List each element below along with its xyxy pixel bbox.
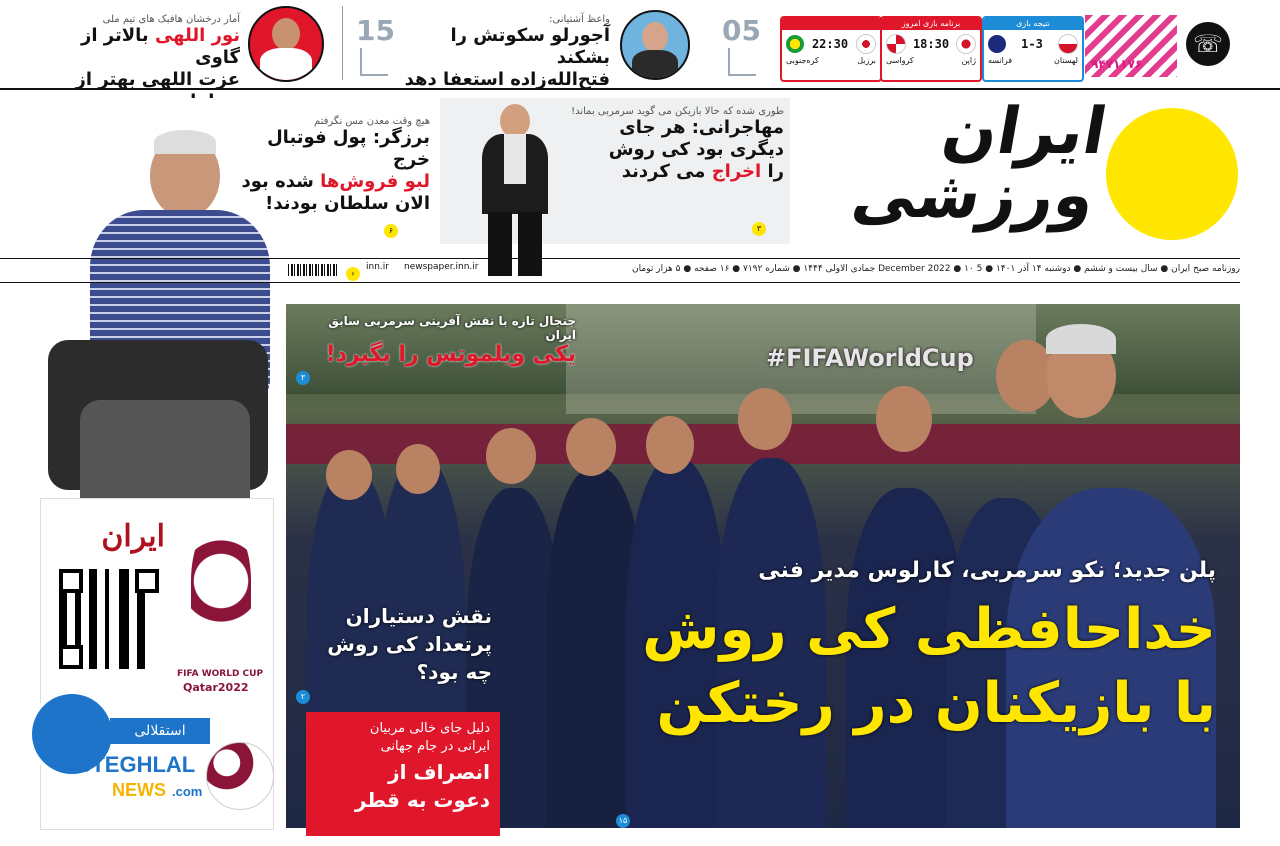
website-2[interactable]: inn.ir <box>366 262 389 272</box>
article-highlight: اخراج <box>711 161 762 182</box>
match-box-3 <box>780 16 882 82</box>
box-title: دعوت به قطر <box>354 788 490 812</box>
page-ref <box>616 810 630 828</box>
watermark-suffix: .com <box>172 784 203 799</box>
arrow-icon: › <box>346 263 360 282</box>
flag-icon <box>856 34 876 54</box>
page-ref <box>384 220 398 239</box>
article-kicker: طوری شده که حالا بازیکن می گوید سرمربی بماند! <box>571 106 784 117</box>
wc-line-1: FIFA WORLD CUP <box>177 669 264 679</box>
issue-info: روزنامه صبح ایران ● سال بیست و ششم ● دوشنبه ۱۴ آذر ۱۴۰۱ ● 5 December 2022 ● ۱۰ جمادی الاولی ۱۴۴۴ ● شماره ۷۱۹۲ ● ۱۶ صفحه ● ۵ هزار تومان <box>632 264 1240 274</box>
teaser-kicker: آمار درخشان هافبک های تیم ملی <box>102 14 240 25</box>
story-title: چه بود؟ <box>416 660 492 684</box>
page-badge: ۱۵ <box>616 814 630 828</box>
article-title: مهاجرانی: هر جای <box>619 117 784 138</box>
story-title: یکی ویلموتس را بگیرد! <box>325 342 576 367</box>
page-badge: ۲ <box>296 690 310 704</box>
vaez-ashtiani-photo <box>620 10 690 80</box>
ball-icon <box>206 742 274 810</box>
flag-icon <box>886 34 906 54</box>
watermark-line-2: NEWS <box>112 780 166 800</box>
phone-icon: ☏ <box>1186 22 1230 66</box>
article-title: برزگر: پول فوتبال خرج <box>267 127 430 170</box>
teaser-vaez <box>400 14 610 91</box>
story-title: نقش دستیاران <box>345 604 492 628</box>
flag-icon <box>956 34 976 54</box>
headline-line-2: با بازیکنان در رختکن <box>656 671 1216 736</box>
team-name: کره‌جنوبی <box>786 56 819 65</box>
world-cup-emblem-icon <box>191 525 251 665</box>
box-kicker: ایرانی در جام جهانی <box>380 739 490 754</box>
headline-kicker: پلن جدید؛ نکو سرمربی، کارلوس مدیر فنی <box>758 558 1216 583</box>
wc-line-2: Qatar2022 <box>183 681 249 694</box>
match-result: 18:30 <box>912 37 950 51</box>
teaser-line: آجورلو سکوتش را بشکند <box>450 25 610 68</box>
banner-text: #FIFAWorldCup <box>766 344 974 372</box>
match-result: 1-3 <box>1021 37 1043 51</box>
team-name: برزیل <box>857 56 876 65</box>
page-ref <box>752 218 766 237</box>
flag-icon <box>988 35 1006 53</box>
team-name: کرواسی <box>886 56 914 65</box>
article-title: را <box>761 161 784 182</box>
ad-brand: ایران <box>101 519 165 554</box>
assistants-story <box>296 602 492 705</box>
page-number: 15 <box>356 14 395 47</box>
teaser-line: عزت اللهی بهتر از <box>75 69 240 90</box>
article-highlight: لبو فروش‌ها <box>320 171 430 192</box>
arrow-icon <box>728 48 756 76</box>
main-headline-block <box>586 558 1216 741</box>
article-title: می کردند <box>621 161 712 182</box>
article-title: الان سلطان بودند! <box>265 193 430 214</box>
story-title: پرتعداد کی روش <box>327 632 492 656</box>
watermark-persian: استقلالی <box>110 718 210 744</box>
logo-line-2: ورزشی <box>846 159 1101 233</box>
article-title: شده بود <box>241 171 321 192</box>
match-header: برنامه بازی امروز <box>882 18 980 30</box>
watermark-line-1: ESTEGHLAL <box>62 752 196 777</box>
mohajerani-block <box>440 98 790 244</box>
phone-box <box>1085 15 1177 77</box>
barcode-icon <box>288 264 338 276</box>
page-badge: ۶ <box>384 224 398 238</box>
newspaper-logo <box>789 95 1113 233</box>
flag-icon <box>786 35 804 53</box>
barzegar-photo <box>40 130 286 500</box>
match-header: نتیجه بازی <box>984 18 1082 30</box>
box-title: انصراف از <box>388 760 490 784</box>
story-kicker: جنجال تازه با نقش آفرینی سرمربی سابق ایران <box>328 314 576 342</box>
match-box-1 <box>982 16 1084 82</box>
team-name: ژاپن <box>961 56 976 65</box>
headline-line-1: خداحافظی کی روش <box>642 597 1216 662</box>
arrow-icon <box>360 48 388 76</box>
website-1[interactable]: newspaper.inn.ir <box>404 262 479 272</box>
team-name: لهستان <box>1054 56 1078 65</box>
match-result: 22:30 <box>811 37 849 51</box>
top-strip <box>0 0 1280 90</box>
article-kicker: هیچ وقت معدن مس نگرفتم <box>313 116 430 127</box>
mohajerani-text <box>570 106 784 183</box>
info-line <box>10 264 1240 274</box>
article-title: دیگری بود کی روش <box>608 139 784 160</box>
match-box-2 <box>880 16 982 82</box>
team-name: فرانسه <box>988 56 1013 65</box>
wilmots-story <box>296 314 576 386</box>
nourollahi-photo <box>248 6 324 82</box>
teaser-line: فتح‌الله‌زاده استعفا دهد <box>404 69 610 90</box>
logo-line-1: ایران <box>936 95 1113 169</box>
yellow-dot <box>1106 108 1238 240</box>
page-badge: ۳ <box>752 222 766 236</box>
page-number: 05 <box>722 14 761 47</box>
page-badge: ۳ <box>296 371 310 385</box>
box-kicker: دلیل جای خالی مربیان <box>369 721 490 736</box>
qr-code <box>59 569 159 669</box>
qatar-invite-box <box>306 712 500 836</box>
flag-icon <box>1058 34 1078 54</box>
teaser-highlight: نور اللهی <box>154 25 240 46</box>
mohajerani-photo <box>460 104 570 274</box>
phone-number: ۹۴۷۱۱۷۶ <box>1091 57 1143 71</box>
match-header <box>782 18 880 30</box>
teaser-line: بالاتر از گاوی <box>81 25 240 68</box>
teaser-kicker: واعظ آشتیانی: <box>549 14 610 25</box>
